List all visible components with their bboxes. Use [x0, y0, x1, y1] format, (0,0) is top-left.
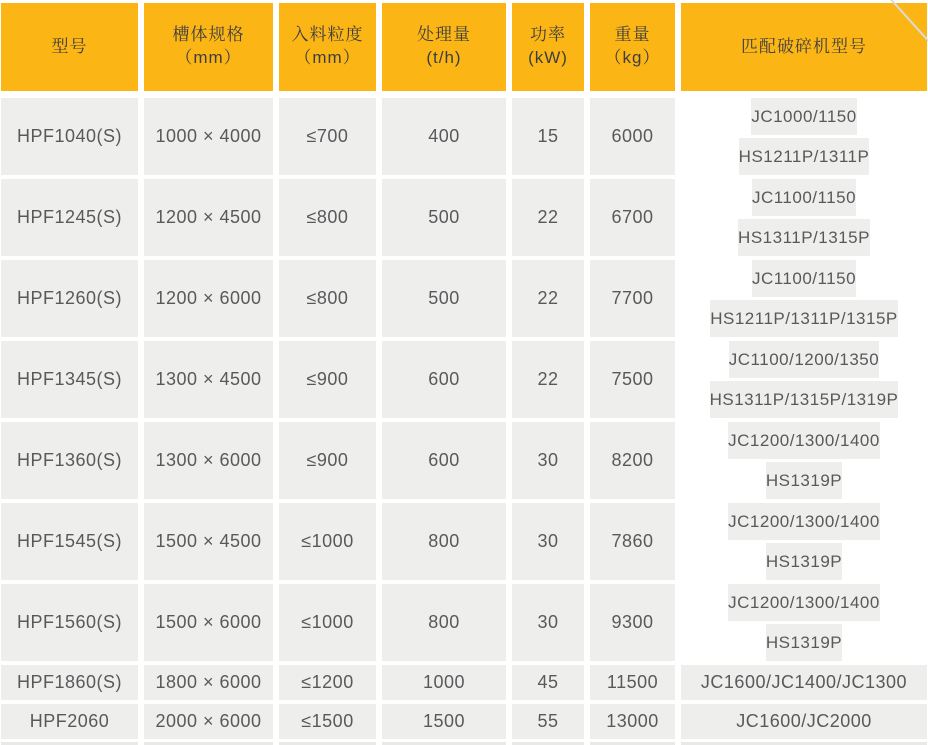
cell-crusher-group [681, 179, 927, 256]
cell-model: HPF1560(S) [1, 584, 138, 661]
cell-trough-spec: 1300 × 4500 [144, 341, 273, 418]
header-label: 处理量 [417, 25, 471, 45]
cell-crusher: JC1600/JC2000 [681, 704, 927, 739]
header-cell-capacity [382, 3, 506, 91]
table-row [1, 665, 928, 700]
cell-feed-size: ≤1200 [279, 665, 376, 700]
cell-power: 30 [512, 503, 584, 580]
cell-model: HPF1345(S) [1, 341, 138, 418]
cell-trough-spec: 1200 × 4500 [144, 179, 273, 256]
cell-model: HPF2060 [1, 704, 138, 739]
crusher-sub-row: JC1200/1300/1400 [728, 422, 880, 459]
cell-feed-size: ≤800 [279, 260, 376, 337]
crusher-sub-row: HS1319P [766, 543, 842, 580]
cell-weight: 6700 [590, 179, 675, 256]
cell-power: 22 [512, 341, 584, 418]
crusher-sub-row: JC1200/1300/1400 [728, 503, 880, 540]
table-row [1, 179, 928, 256]
table-row [1, 584, 928, 661]
cell-model: HPF1360(S) [1, 422, 138, 499]
cell-power: 30 [512, 422, 584, 499]
cell-feed-size: ≤900 [279, 341, 376, 418]
cell-capacity: 800 [382, 584, 506, 661]
table-row [1, 341, 928, 418]
header-unit: （mm） [294, 48, 361, 67]
header-unit: （kg） [604, 48, 661, 67]
crusher-sub-row: JC1100/1150 [752, 260, 856, 297]
table-header [1, 3, 928, 91]
cell-power: 55 [512, 704, 584, 739]
crusher-sub-row: HS1211P/1311P [739, 138, 870, 175]
crusher-sub-row: HS1319P [766, 624, 842, 661]
table-row [1, 422, 928, 499]
cell-power: 15 [512, 98, 584, 175]
cell-crusher-group [681, 584, 927, 661]
crusher-sub-row: HS1319P [766, 462, 842, 499]
cell-trough-spec: 1500 × 6000 [144, 584, 273, 661]
cell-crusher-group [681, 503, 927, 580]
cell-model: HPF1545(S) [1, 503, 138, 580]
cell-feed-size: ≤700 [279, 98, 376, 175]
crusher-sub-row: JC1200/1300/1400 [728, 584, 880, 621]
cell-crusher-group [681, 260, 927, 337]
cell-capacity: 1500 [382, 704, 506, 739]
cell-trough-spec: 1200 × 6000 [144, 260, 273, 337]
cell-power: 45 [512, 665, 584, 700]
cell-weight: 7500 [590, 341, 675, 418]
cell-weight: 6000 [590, 98, 675, 175]
cell-trough-spec: 1000 × 4000 [144, 98, 273, 175]
cell-crusher-group [681, 341, 927, 418]
cell-weight: 7700 [590, 260, 675, 337]
table-row [1, 260, 928, 337]
cell-feed-size: ≤1000 [279, 503, 376, 580]
cell-capacity: 500 [382, 179, 506, 256]
cell-feed-size: ≤800 [279, 179, 376, 256]
cell-trough-spec: 1800 × 6000 [144, 665, 273, 700]
cell-weight: 13000 [590, 704, 675, 739]
cell-feed-size: ≤900 [279, 422, 376, 499]
cell-crusher-group [681, 98, 927, 175]
cell-feed-size: ≤1000 [279, 584, 376, 661]
table-row [1, 503, 928, 580]
header-label: 型号 [51, 36, 88, 56]
header-label: 入料粒度 [291, 25, 364, 45]
cell-model: HPF1040(S) [1, 98, 138, 175]
cell-capacity: 800 [382, 503, 506, 580]
cell-capacity: 500 [382, 260, 506, 337]
cell-crusher: JC1600/JC1400/JC1300 [681, 665, 927, 700]
header-cell-trough-spec [144, 3, 273, 91]
cell-weight: 8200 [590, 422, 675, 499]
cell-model: HPF1245(S) [1, 179, 138, 256]
cell-capacity: 600 [382, 422, 506, 499]
header-cell-matching-crusher [681, 3, 927, 91]
cell-power: 30 [512, 584, 584, 661]
crusher-sub-row: HS1311P/1315P/1319P [710, 381, 899, 418]
table-row [1, 98, 928, 175]
cell-trough-spec: 1500 × 4500 [144, 503, 273, 580]
header-cell-power [512, 3, 584, 91]
cell-capacity: 600 [382, 341, 506, 418]
cell-crusher-group [681, 422, 927, 499]
cell-model: HPF1860(S) [1, 665, 138, 700]
header-cell-weight [590, 3, 675, 91]
header-cell-feed-size [279, 3, 376, 91]
header-unit: （mm） [175, 48, 242, 67]
cell-power: 22 [512, 260, 584, 337]
header-cell-model [1, 3, 138, 91]
cell-weight: 11500 [590, 665, 675, 700]
cell-capacity: 1000 [382, 665, 506, 700]
crusher-sub-row: HS1211P/1311P/1315P [710, 300, 898, 337]
cell-trough-spec: 2000 × 6000 [144, 704, 273, 739]
header-label: 重量 [614, 25, 651, 45]
cell-trough-spec: 1300 × 6000 [144, 422, 273, 499]
cell-weight: 7860 [590, 503, 675, 580]
cell-capacity: 400 [382, 98, 506, 175]
header-unit: (t/h) [426, 48, 462, 67]
header-label: 功率 [530, 25, 566, 45]
cell-weight: 9300 [590, 584, 675, 661]
header-label: 槽体规格 [172, 25, 245, 45]
crusher-sub-row: JC1000/1150 [751, 98, 856, 135]
cell-model: HPF1260(S) [1, 260, 138, 337]
cell-power: 22 [512, 179, 584, 256]
header-unit: (kW) [528, 48, 568, 67]
table-row [1, 704, 928, 739]
header-label: 匹配破碎机型号 [741, 36, 867, 56]
cell-feed-size: ≤1500 [279, 704, 376, 739]
crusher-sub-row: HS1311P/1315P [738, 219, 870, 256]
crusher-sub-row: JC1100/1150 [752, 179, 856, 216]
crusher-sub-row: JC1100/1200/1350 [729, 341, 879, 378]
